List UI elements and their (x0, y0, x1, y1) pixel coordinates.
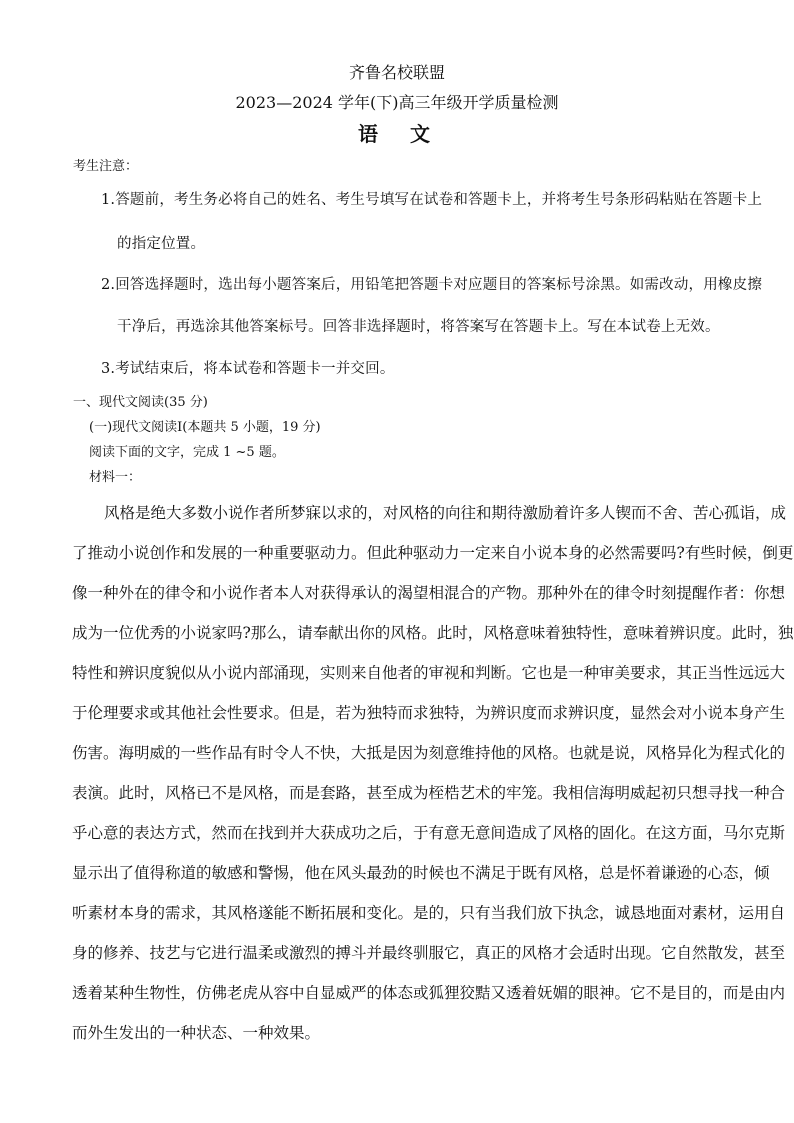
passage-line: 了推动小说创作和发展的一种重要驱动力。但此种驱动力一定来自小说本身的必然需要吗?有些时候，倒更 (72, 544, 794, 562)
notice-heading: 考生注意： (73, 159, 139, 174)
notice-item-1-line-2: 的指定位置。 (117, 236, 206, 252)
passage-line: 乎心意的表达方式，然而在找到并大获成功之后，于有意无意间造成了风格的固化。在这方面，马尔克斯 (72, 824, 786, 842)
passage-line: 像一种外在的律令和小说作者本人对获得承认的渴望相混合的产物。那种外在的律令时刻提醒作者：你想 (72, 584, 786, 602)
section-heading: 一、现代文阅读(35 分) (73, 395, 208, 410)
exam-title: 2023—2024 学年(下)高三年级开学质量检测 (235, 93, 559, 112)
passage-line: 于伦理要求或其他社会性要求。但是，若为独特而求独特，为辨识度而求辨识度，显然会对小说本身产生 (72, 704, 786, 722)
notice-item-1-line-1: 1.答题前，考生务必将自己的姓名、考生号填写在试卷和答题卡上，并将考生号条形码粘贴在答题卡上 (101, 192, 763, 208)
notice-item-2-line-1: 2.回答选择题时，选出每小题答案后，用铅笔把答题卡对应题目的答案标号涂黑。如需改动，用橡皮擦 (101, 277, 763, 293)
subsection-heading: (一)现代文阅读Ⅰ(本题共 5 小题，19 分) (89, 420, 321, 435)
passage-line: 显示出了值得称道的敏感和警惕，他在风头最劲的时候也不满足于既有风格，总是怀着谦逊的心态，倾 (72, 864, 770, 882)
reading-instruction: 阅读下面的文字，完成 1 ~5 题。 (89, 445, 285, 460)
subject-title: 语 文 (358, 122, 436, 146)
material-label: 材料一： (89, 470, 142, 485)
notice-item-3-line-1: 3.考试结束后，将本试卷和答题卡一并交回。 (101, 361, 395, 377)
passage-line: 听素材本身的需求，其风格遂能不断拓展和变化。是的，只有当我们放下执念，诚恳地面对素材，运用自 (72, 904, 786, 922)
passage-line: 而外生发出的一种状态、一种效果。 (72, 1024, 321, 1042)
passage-line: 伤害。海明威的一些作品有时令人不快，大抵是因为刻意维持他的风格。也就是说，风格异化为程式化的 (72, 744, 786, 762)
passage-line: 风格是绝大多数小说作者所梦寐以求的，对风格的向往和期待激励着许多人锲而不舍、苦心孤诣，成 (104, 504, 787, 522)
passage-line: 透着某种生物性，仿佛老虎从容中自显威严的体态或狐狸狡黠又透着妩媚的眼神。它不是目的，而是由内 (72, 984, 786, 1002)
passage-line: 特性和辨识度貌似从小说内部涌现，实则来自他者的审视和判断。它也是一种审美要求，其正当性远远大 (72, 664, 786, 682)
alliance-title: 齐鲁名校联盟 (348, 63, 445, 82)
passage-line: 成为一位优秀的小说家吗?那么，请奉献出你的风格。此时，风格意味着独特性，意味着辨识度。此时，独 (72, 624, 794, 642)
passage-line: 表演。此时，风格已不是风格，而是套路，甚至成为桎梏艺术的牢笼。我相信海明威起初只想寻找一种合 (72, 784, 786, 802)
notice-item-2-line-2: 干净后，再选涂其他答案标号。回答非选择题时，将答案写在答题卡上。写在本试卷上无效。 (117, 319, 720, 335)
passage-line: 身的修养、技艺与它进行温柔或激烈的搏斗并最终驯服它，真正的风格才会适时出现。它自然散发，甚至 (72, 944, 786, 962)
